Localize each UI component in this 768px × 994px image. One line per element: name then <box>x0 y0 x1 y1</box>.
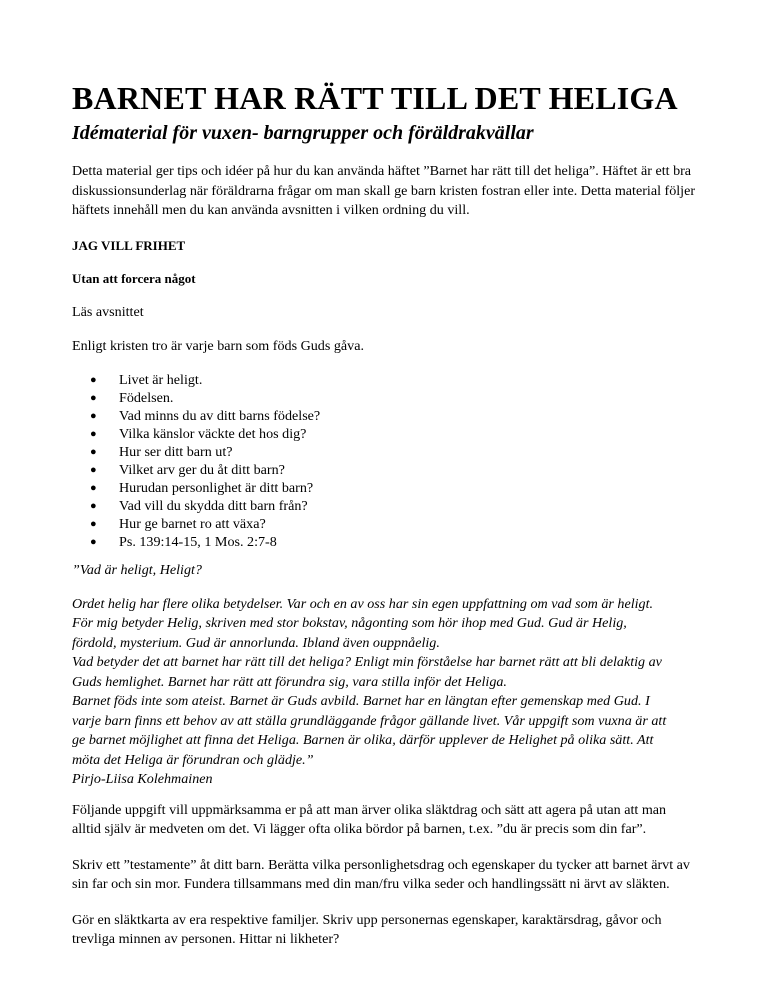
read-section-text: Läs avsnittet <box>72 303 144 320</box>
bullet-icon: ● <box>90 518 97 531</box>
question-list <box>72 371 698 552</box>
quote-line: Barnet föds inte som ateist. Barnet är Guds avbild. Barnet har en längtan efter gemenskap med Gud. I <box>72 693 650 710</box>
list-item-text: Livet är heligt. <box>119 371 203 388</box>
list-item-text: Ps. 139:14-15, 1 Mos. 2:7-8 <box>119 534 277 551</box>
quote-line: Vad betyder det att barnet har rätt till det heliga? Enligt min förståelse har barnet rätt att bli delaktig av <box>72 654 662 671</box>
family-map-paragraph: Gör en släktkarta av era respektive familjer. Skriv upp personernas egenskaper, karaktärsdrag, gåvor och trevliga minnen av personen. Hittar ni likheter? <box>72 911 662 948</box>
list-item-text: Vilka känslor väckte det hos dig? <box>119 425 307 442</box>
bullet-icon: ● <box>90 409 97 422</box>
quote-line: ge barnet möjlighet att finna det Heliga. Barnen är olika, därför upplever de Helighet på olika sätt. Att <box>72 732 654 749</box>
bullet-icon: ● <box>90 445 97 458</box>
quote-author: Pirjo-Liisa Kolehmainen <box>72 771 213 788</box>
section-heading: JAG VILL FRIHET <box>72 237 186 253</box>
bullet-icon: ● <box>90 500 97 513</box>
quote-line: För mig betyder Helig, skriven med stor bokstav, någonting som hör ihop med Gud. Gud är Helig, <box>72 615 627 632</box>
list-item <box>72 443 698 461</box>
bullet-icon: ● <box>90 536 97 549</box>
quote-line: fördold, mysterium. Gud är annorlunda. Ibland även ouppnåelig. <box>72 634 440 651</box>
bullet-icon: ● <box>90 463 97 476</box>
inheritance-paragraph: Följande uppgift vill uppmärksamma er på att man ärver olika släktdrag och sätt att agera på utan att man alltid själv är medveten om det. Vi lägger ofta olika bördor på barnen, t.ex. ”du är precis som din far”. <box>72 801 667 838</box>
list-item <box>72 425 698 443</box>
document-title: BARNET HAR RÄTT TILL DET HELIGA <box>72 80 678 116</box>
list-item-text: Hur ser ditt barn ut? <box>119 443 233 460</box>
list-item-text: Födelsen. <box>119 389 174 406</box>
list-item <box>72 461 698 479</box>
list-item-text: Hur ge barnet ro att växa? <box>119 516 266 533</box>
list-item-text: Vad minns du av ditt barns födelse? <box>119 407 321 424</box>
quote-line: Guds hemlighet. Barnet har rätt att förundra sig, vara stilla inför det Heliga. <box>72 673 507 690</box>
document-subtitle: Idématerial för vuxen- barngrupper och föräldrakvällar <box>72 122 534 144</box>
list-item-text: Vilket arv ger du åt ditt barn? <box>119 461 285 478</box>
list-item <box>72 497 698 515</box>
bullet-icon: ● <box>90 482 97 495</box>
list-item-text: Vad vill du skydda ditt barn från? <box>119 498 308 515</box>
quote-block <box>72 595 698 790</box>
intro-paragraph: Detta material ger tips och idéer på hur du kan använda häftet ”Barnet har rätt till det heliga”. Häftet är ett bra diskussionsunderlag när föräldrarna frågar om man skall ge barn kristen fostran eller inte. Detta material följer häftets innehåll men du kan använda avsnitten i vilken ordning du vill. <box>72 163 696 218</box>
list-item <box>72 407 698 425</box>
list-item <box>72 533 698 551</box>
quote-line: varje barn finns ett behov av att ställa grundläggande frågor gällande livet. Vår uppgift som vuxna är att <box>72 712 667 729</box>
quote-line: Ordet helig har flere olika betydelser. Var och en av oss har sin egen uppfattning om vad som är heligt. <box>72 595 654 612</box>
statement-paragraph: Enligt kristen tro är varje barn som föds Guds gåva. <box>72 338 364 354</box>
quote-line: möta det Heliga är förundran och glädje.” <box>72 751 314 768</box>
list-item-text: Hurudan personlighet är ditt barn? <box>119 480 314 497</box>
bullet-icon: ● <box>90 391 97 404</box>
testament-paragraph: Skriv ett ”testamente” åt ditt barn. Berätta vilka personlighetsdrag och egenskaper du tycker att barnet ärvt av sin far och sin mor. Fundera tillsammans med din man/fru vilka seder och handlingssätt ni ärvt av släkten. <box>72 856 690 893</box>
list-item <box>72 389 698 407</box>
subheading: Utan att forcera något <box>72 271 196 286</box>
list-item <box>72 515 698 533</box>
bullet-icon: ● <box>90 427 97 440</box>
bullet-icon: ● <box>90 373 97 386</box>
list-item <box>72 479 698 497</box>
quote-title: ”Vad är heligt, Heligt? <box>72 562 202 579</box>
list-item <box>72 371 698 389</box>
